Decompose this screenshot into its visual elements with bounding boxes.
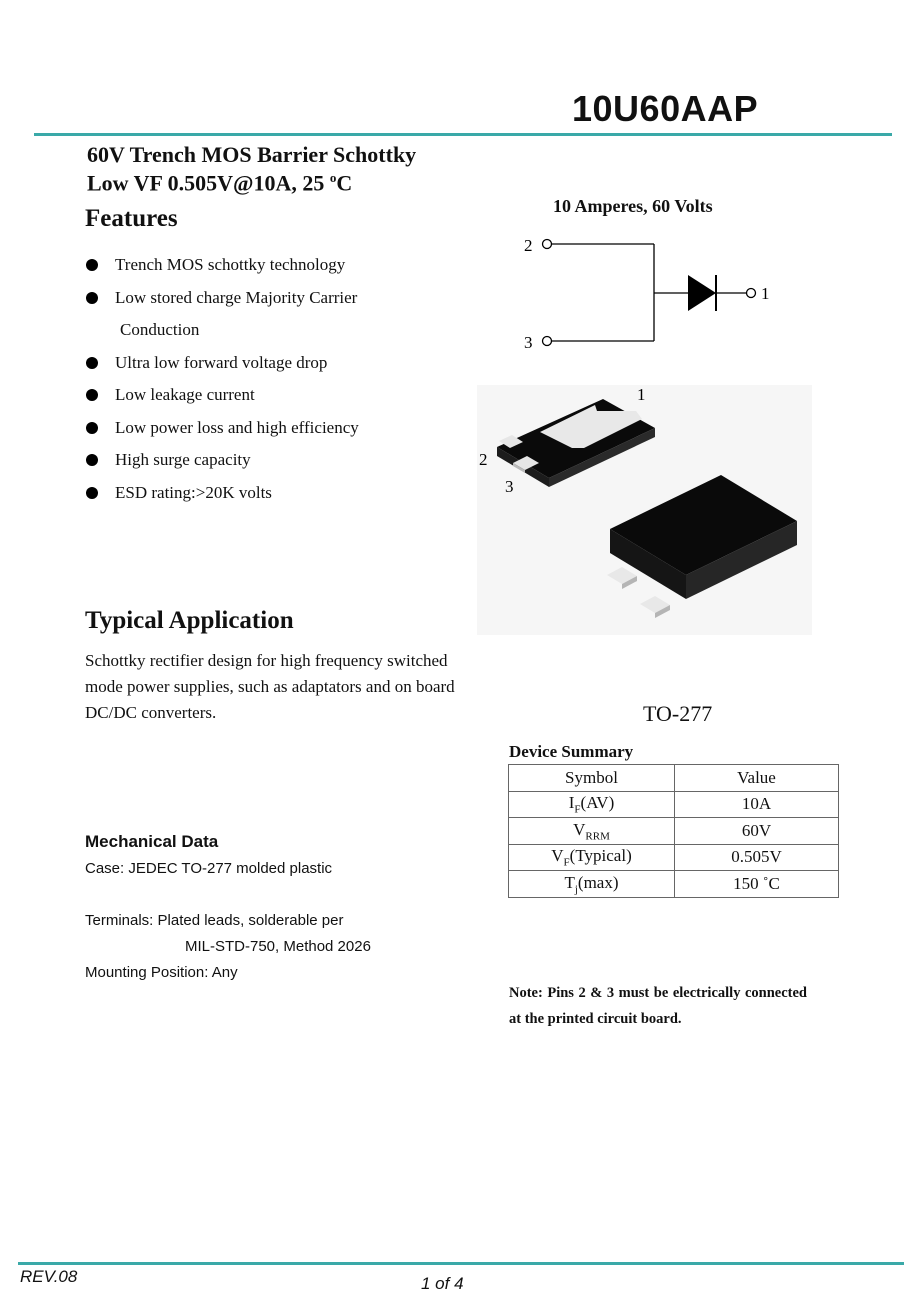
table-header-row [509, 765, 839, 792]
bullet-icon [86, 292, 98, 304]
package-photo [477, 385, 812, 635]
bullet-icon [86, 389, 98, 401]
symbol-cell: $I_F(AV)$ [509, 791, 675, 818]
device-summary-heading: Device Summary [509, 742, 634, 761]
bullet-icon [86, 422, 98, 434]
pin2-label: 2 [524, 236, 533, 255]
package-pin3-label: 3 [505, 477, 514, 496]
pin3-label: 3 [524, 333, 533, 352]
list-item: Low leakage current [86, 379, 466, 412]
mechanical-mounting: Mounting Position: Any [85, 964, 238, 981]
header-divider [34, 133, 892, 136]
typical-application-text: Schottky rectifier design for high frequency switched mode power supplies, such as adaptators and on board DC/DC converters. [85, 651, 455, 722]
symbol-cell: $V_{RRM}$ [509, 818, 675, 845]
part-number: 10U60AAP [572, 88, 759, 129]
typical-application-heading: Typical Application [85, 607, 294, 634]
table-row [509, 871, 839, 898]
list-item: Trench MOS schottky technology [86, 249, 466, 282]
revision-label: REV.08 [20, 1267, 78, 1286]
pin3-terminal [543, 337, 552, 346]
column-header-value: Value [675, 765, 839, 792]
features-heading: Features [85, 205, 178, 232]
list-item: Low stored charge Majority Carrier Conduction [86, 282, 466, 347]
list-item: ESD rating:>20K volts [86, 477, 466, 510]
device-summary-table [508, 764, 839, 898]
mechanical-data-heading: Mechanical Data [85, 832, 219, 851]
value-cell: 0.505V [675, 844, 839, 871]
bullet-icon [86, 259, 98, 271]
bullet-icon [86, 357, 98, 369]
pin-connection-note: Note: Pins 2 & 3 must be electrically connected at the printed circuit board. [509, 985, 807, 1027]
pin1-label: 1 [761, 284, 770, 303]
table-row [509, 818, 839, 845]
symbol-cell: $V_F(Typical)$ [509, 844, 675, 871]
list-item: Ultra low forward voltage drop [86, 347, 466, 380]
bullet-icon [86, 487, 98, 499]
device-title: 60V Trench MOS Barrier Schottky [87, 142, 417, 167]
mechanical-terminals-standard: MIL-STD-750, Method 2026 [185, 938, 371, 955]
diode-icon [688, 275, 716, 311]
package-name: TO-277 [643, 701, 713, 726]
table-row [509, 791, 839, 818]
value-cell: 60V [675, 818, 839, 845]
symbol-cell: $T_j(\max)$ [509, 871, 675, 898]
list-item: Low power loss and high efficiency [86, 412, 466, 445]
package-pin2-label: 2 [479, 450, 488, 469]
rating-label: 10 Amperes, 60 Volts [553, 196, 713, 216]
value-cell: 150 ˚C [675, 871, 839, 898]
schematic-diagram [515, 228, 785, 358]
pin1-terminal [747, 289, 756, 298]
device-subtitle: Low VF 0.505V@10A, 25 $^o$C [87, 170, 353, 196]
package-pin1-label: 1 [637, 385, 646, 404]
table-row [509, 844, 839, 871]
bullet-icon [86, 454, 98, 466]
mechanical-case: Case: JEDEC TO-277 molded plastic [85, 860, 333, 877]
page-number: 1 of 4 [421, 1274, 464, 1293]
column-header-symbol: Symbol [509, 765, 675, 792]
pin2-terminal [543, 240, 552, 249]
list-item: High surge capacity [86, 444, 466, 477]
value-cell: 10A [675, 791, 839, 818]
mechanical-terminals: Terminals: Plated leads, solderable per [85, 912, 344, 929]
footer-divider [18, 1262, 904, 1265]
features-list [86, 249, 466, 509]
